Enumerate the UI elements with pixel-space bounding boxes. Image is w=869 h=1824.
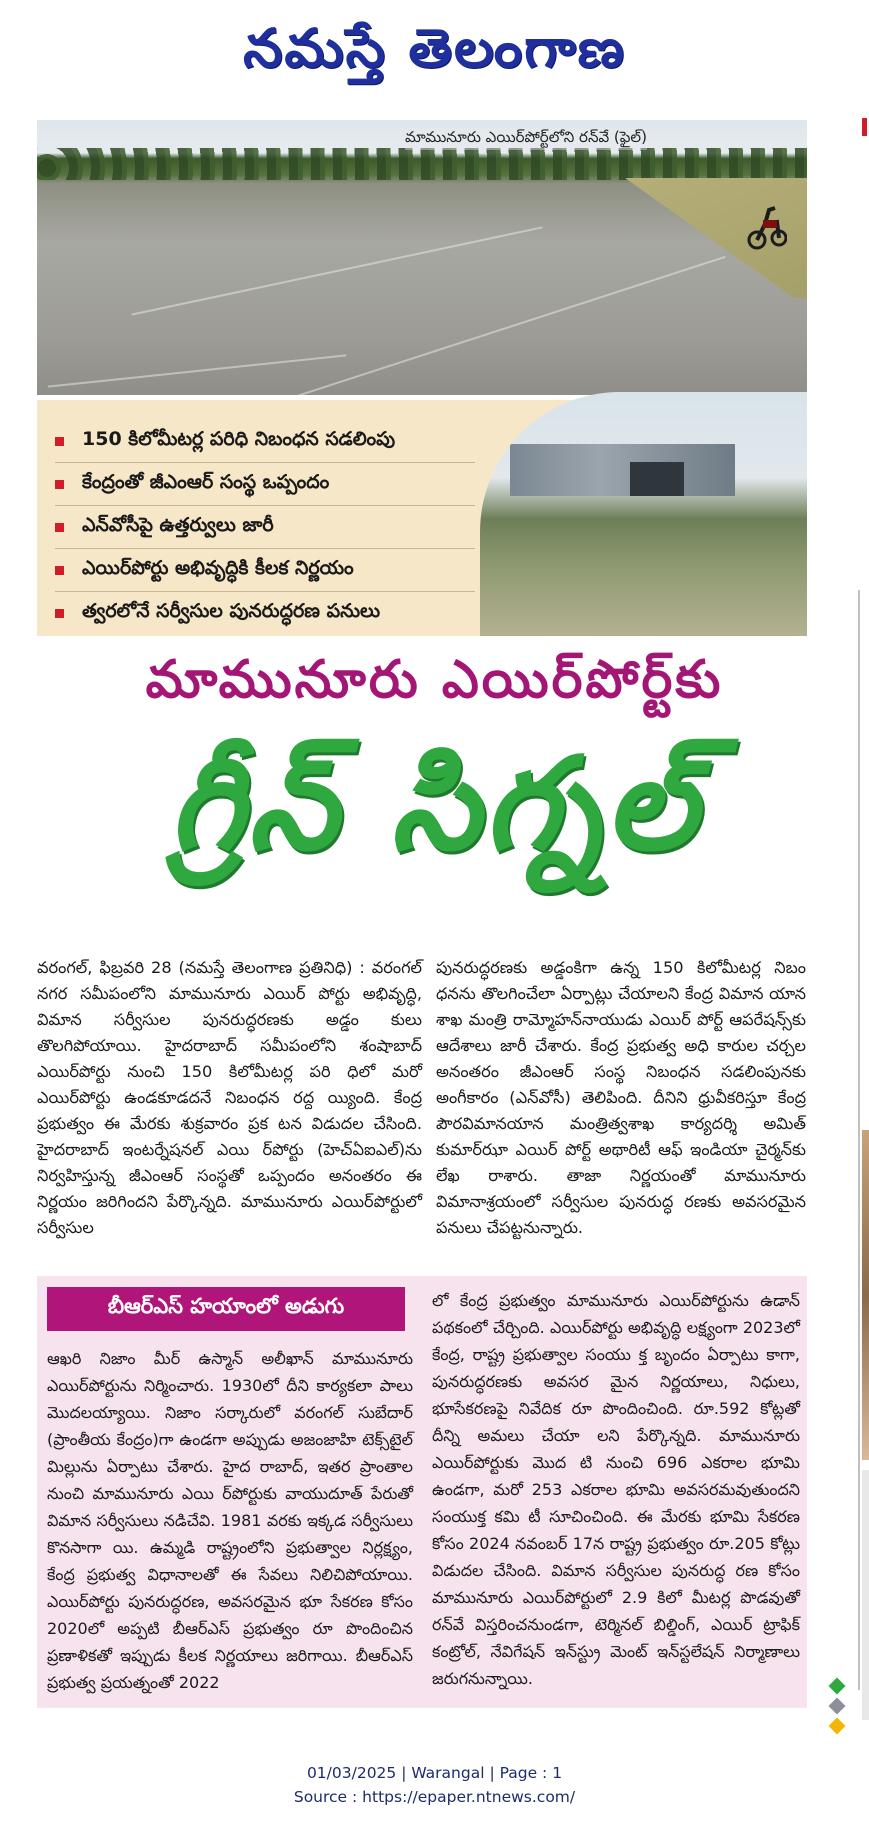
highlight-item: ఎన్‌వోసీపై ఉత్తర్వులు జారీ xyxy=(55,506,475,549)
article-column-2: పునరుద్ధరణకు అడ్డంకిగా ఉన్న 150 కిలోమీటర్ల నిబం ధనను తొలగించేలా ఏర్పాట్లు చేయాలని కేంద్ర విమాన యాన శాఖ మంత్రి రామ్మోహన్‌నాయుడు ఎయిర్ పోర్ట్ ఆపరేషన్స్‌కు ఆదేశాలు జారీ చేశారు. కేంద్ర ప్రభుత్వ అధి కారుల చర్చల అనంతరం జీఎంఆర్ సంస్థ నిబంధన సడలింపునకు అంగీకారం (ఎన్‌వోసీ) తెలిపింది. దీనిని ధ్రువీకరిస్తూ కేంద్ర పౌరవిమానయాన మంత్రిత్వశాఖ కార్యదర్శి అమిత్ కుమార్‌ఝా ఎయిర్ పోర్ట్ అథారిటీ ఆఫ్ ఇండియా చైర్మన్‌కు లేఖ రాశారు. తాజా నిర్ణయంతో మామునూరు విమానాశ్రయంలో సర్వీసుల పునరుద్ధ రణకు అవసరమైన పనులు చేపట్టనున్నారు. xyxy=(436,958,806,1237)
masthead-title: నమస్తే తెలంగాణ xyxy=(243,17,626,80)
page-edge-rule xyxy=(858,590,860,1690)
headline-line2: గ్రీన్ సిగ్నల్ xyxy=(168,730,701,879)
photo-caption: మామునూరు ఎయిర్‌పోర్ట్‌లోని రన్‌వే (ఫైల్) xyxy=(405,128,647,150)
footer-source: Source : https://epaper.ntnews.com/ xyxy=(293,1788,576,1806)
bullet-icon xyxy=(55,437,64,446)
adjacent-page-strip xyxy=(862,1470,869,1720)
footer-dateline: 01/03/2025 | Warangal | Page : 1 xyxy=(306,1764,563,1782)
sidebar-box-column-1: ఆఖరి నిజాం మీర్ ఉస్మాన్ అలీఖాన్ మామునూరు ఎయిర్‌పోర్టును నిర్మించారు. 1930లో దీని కార్యకలా పాలు మొదలయ్యాయి. నిజాం సర్కారులో వరంగల్ సుబేదార్ (ప్రాంతీయ కేంద్రం)గా ఉండగా అప్పుడు అజంజాహి టెక్స్‌టైల్ మిల్లును ఏర్పాటు చేశారు. హైద రాబాద్, ఇతర ప్రాంతాల నుంచి మామునూరు ఎయి ర్‌పోర్టుకు వాయుదూత్ పేరుతో విమాన సర్వీసులు నడిచేవి. 1981 వరకు ఇక్కడ సర్వీసులు కొనసాగా యి. ఉమ్మడి రాష్ట్రంలోని ప్రభుత్వాల నిర్లక్ష్యం, కేంద్ర ప్రభుత్వ విధానాలతో ఈ సేవలు నిలిచిపోయాయి. ఎయిర్‌పోర్టు పునరుద్ధరణ, అవసరమైన భూ సేకరణ కోసం 2020లో అప్పటి బీఆర్‌ఎస్ ప్రభుత్వం రూ పొందించిన ప్రణాళికతో ఇప్పుడు కీలక నిర్ణయాలు జరిగాయి. బీఆర్‌ఎస్ ప్రభుత్వ ప్రయత్నంతో 2022 xyxy=(47,1349,413,1692)
runway-photo xyxy=(37,120,807,395)
sidebar-box-column-2: లో కేంద్ర ప్రభుత్వం మామునూరు ఎయిర్‌పోర్టును ఉడాన్ పథకంలో చేర్చింది. ఎయిర్‌పోర్టు అభివృద్ధి లక్ష్యంగా 2023లో కేంద్ర, రాష్ట్ర ప్రభుత్వాల సంయు క్త బృందం ఏర్పాటు కాగా, పునరుద్ధరణకు అవసర మైన నిర్ణయాలు, నిధులు, భూసేకరణపై నివేదిక రూ పొందించింది. రూ.592 కోట్లతో దీన్ని అమలు చేయా లని పేర్కొన్నది. మామునూరు ఎయిర్‌పోర్టుకు మొద టి నుంచి 696 ఎకరాల భూమి ఉండగా, మరో 253 ఎకరాల భూమి అవసరమవుతుందని సంయుక్త కమి టీ సూచించింది. ఈ మేరకు భూమి సేకరణ కోసం 2024 నవంబర్ 17న రాష్ట్ర ప్రభుత్వం రూ.205 కోట్లు విడుదల చేసింది. విమాన సర్వీసుల పునరుద్ధ రణ కోసం మామునూరు ఎయిర్‌పోర్టులో 2.9 కిలో మీటర్ల పొడవుతో రన్‌వే విస్తరించనుండగా, టెర్మినల్ బిల్డింగ్, ఎయిర్ ట్రాఫిక్ కంట్రోల్, నేవిగేషన్ ఇన్‌స్ట్రు మెంట్ ఇన్‌స్టలేషన్ నిర్మాణాలు జరుగనున్నాయి. xyxy=(432,1291,800,1688)
sidebar-box-heading: బీఆర్‌ఎస్ హయాంలో అడుగు xyxy=(47,1287,405,1331)
edge-marker xyxy=(862,118,867,136)
highlight-item: 150 కిలోమీటర్ల పరిధి నిబంధన సడలింపు xyxy=(55,420,475,463)
hangar-door xyxy=(630,462,684,496)
hangar-building xyxy=(510,444,735,496)
highlight-item: కేంద్రంతో జీఎంఆర్ సంస్థ ఒప్పందం xyxy=(55,463,475,506)
runway-crack xyxy=(268,256,725,395)
diamond-icon xyxy=(829,1698,846,1715)
headline-line1: మామునూరు ఎయిర్‌పోర్ట్‌కు xyxy=(145,650,724,710)
tree-line xyxy=(37,148,807,180)
article-column-1: వరంగల్, ఫిబ్రవరి 28 (నమస్తే తెలంగాణ ప్రతినిధి) : వరంగల్ నగర సమీపంలోని మామునూరు ఎయిర్ పోర్టు అభివృద్ధి, విమాన సర్వీసుల పునరుద్ధరణకు అడ్డం కులు తొలగిపోయాయి. హైదరాబాద్ సమీపంలోని శంషాబాద్ ఎయిర్‌పోర్టు నుంచి 150 కిలోమీటర్ల పరి ధిలో మరో ఎయిర్‌పోర్టు ఉండకూడదనే నిబంధన రద్ద య్యింది. కేంద్ర ప్రభుత్వం ఈ మేరకు శుక్రవారం ప్రక టన విడుదల చేసింది. హైదరాబాద్ ఇంటర్నేషనల్ ఎయి ర్‌పోర్టు (హెచ్ఏఐఎల్)ను నిర్వహిస్తున్న జీఎంఆర్ సంస్థతో ఒప్పందం అనంతరం ఈ నిర్ణయం జరిగిందని పేర్కొన్నది. మామునూరు ఎయిర్‌పోర్టులో సర్వీసుల xyxy=(37,958,422,1237)
diamond-icon xyxy=(829,1678,846,1695)
highlight-item: త్వరలోనే సర్వీసుల పునరుద్ధరణ పనులు xyxy=(55,592,475,634)
adjacent-page-strip xyxy=(862,1130,869,1460)
bullet-icon xyxy=(55,566,64,575)
runway-crack xyxy=(131,226,542,315)
diamond-icon xyxy=(829,1718,846,1735)
hangar-photo xyxy=(480,392,807,636)
runway-crack xyxy=(48,354,347,387)
highlight-item: ఎయిర్‌పోర్టు అభివృద్ధికి కీలక నిర్ణయం xyxy=(55,549,475,592)
bullet-icon xyxy=(55,609,64,618)
bullet-icon xyxy=(55,523,64,532)
bullet-icon xyxy=(55,480,64,489)
motorbike-icon xyxy=(747,200,787,250)
highlights-list xyxy=(55,420,475,634)
masthead xyxy=(0,0,869,110)
